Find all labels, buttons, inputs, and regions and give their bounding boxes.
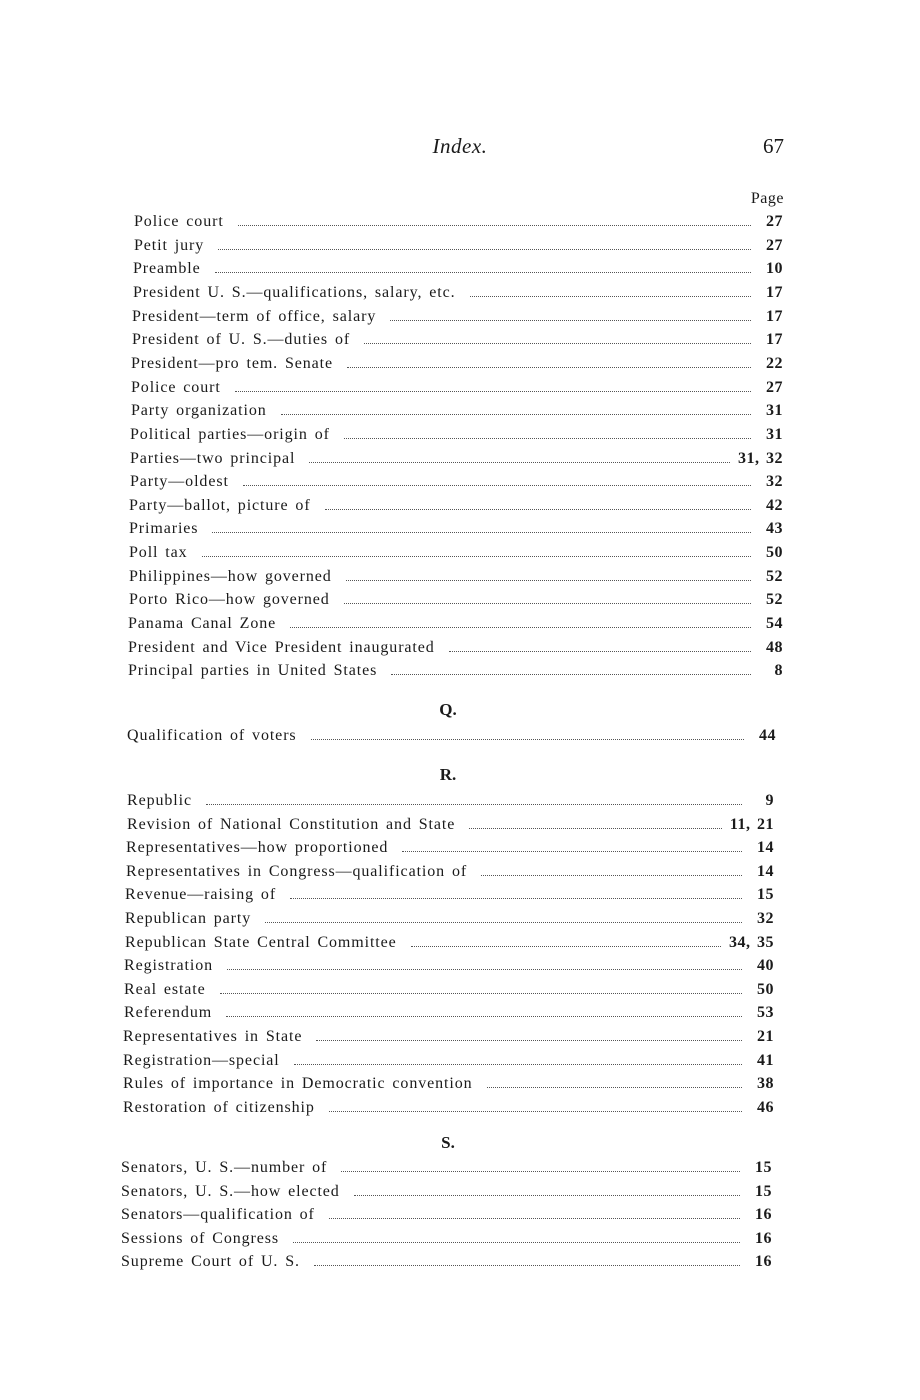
entry-page-reference: 27: [766, 236, 783, 254]
leader-dots: [293, 1242, 740, 1243]
page-number: 67: [763, 134, 784, 158]
leader-dots: [294, 1064, 742, 1065]
entry-page-reference: 52: [766, 567, 783, 585]
leader-dots: [469, 828, 722, 829]
entry-label: Party—oldest: [130, 473, 229, 491]
entry-page-reference: 14: [757, 839, 774, 857]
entry-label: Senators, U. S.—how elected: [121, 1182, 340, 1200]
entry-label: Preamble: [133, 260, 201, 278]
index-entry: [127, 725, 776, 747]
entry-label: Republic: [127, 792, 192, 809]
leader-dots: [202, 556, 751, 557]
entry-page-reference: 46: [757, 1098, 774, 1116]
leader-dots: [235, 391, 751, 392]
entry-label: Political parties—origin of: [130, 425, 330, 443]
index-entry: [134, 235, 783, 257]
entry-page-reference: 50: [766, 544, 783, 562]
leader-dots: [344, 603, 751, 604]
index-entry: [123, 1073, 774, 1095]
section-letter-heading: R.: [439, 765, 457, 784]
entry-page-reference: 15: [757, 886, 774, 904]
entry-label: Rules of importance in Democratic convention: [123, 1075, 473, 1093]
index-entry: [129, 589, 783, 611]
entry-label: Police court: [134, 213, 224, 230]
index-entry: [132, 306, 783, 328]
leader-dots: [226, 1016, 742, 1017]
leader-dots: [329, 1218, 740, 1219]
index-entry: [134, 211, 783, 233]
entry-page-reference: 15: [755, 1182, 772, 1200]
index-entry: [129, 542, 783, 564]
entry-page-reference: 48: [766, 638, 783, 656]
entry-label: Registration—special: [123, 1051, 280, 1069]
entry-page-reference: 15: [755, 1159, 772, 1176]
leader-dots: [341, 1171, 740, 1172]
running-header-title: Index.: [432, 134, 488, 158]
index-entry: [121, 1251, 772, 1273]
index-entry: [123, 1050, 774, 1072]
index-entry: [127, 814, 774, 836]
index-entry: [130, 471, 783, 493]
index-entry: [121, 1204, 772, 1226]
entry-page-reference: 17: [766, 331, 783, 349]
entry-label: Representatives—how proportioned: [126, 839, 389, 857]
index-entry: [124, 979, 774, 1001]
entry-label: Referendum: [124, 1004, 213, 1022]
leader-dots: [481, 875, 742, 876]
leader-dots: [390, 320, 751, 321]
index-entry: [123, 1026, 774, 1048]
entry-page-reference: 54: [766, 615, 783, 633]
entry-page-reference: 52: [766, 591, 783, 609]
leader-dots: [354, 1195, 740, 1196]
entry-page-reference: 16: [755, 1253, 772, 1271]
leader-dots: [329, 1111, 742, 1112]
index-entry: [126, 861, 774, 883]
page-column-label: Page: [750, 190, 784, 207]
leader-dots: [391, 674, 751, 675]
leader-dots: [402, 851, 742, 852]
entry-label: Principal parties in United States: [128, 662, 378, 680]
leader-dots: [364, 343, 751, 344]
entry-page-reference: 53: [757, 1004, 774, 1022]
index-entry: [126, 837, 774, 859]
leader-dots: [243, 485, 751, 486]
index-entry: [130, 424, 783, 446]
entry-label: Restoration of citizenship: [123, 1098, 315, 1116]
leader-dots: [212, 532, 751, 533]
index-entry: [121, 1157, 772, 1179]
leader-dots: [265, 922, 742, 923]
entry-label: Sessions of Congress: [121, 1229, 280, 1247]
entry-page-reference: 41: [757, 1051, 774, 1069]
entry-label: Party organization: [131, 402, 267, 420]
index-entry: [131, 377, 783, 399]
entry-label: Parties—two principal: [130, 449, 296, 467]
entry-page-reference: 11, 21: [729, 815, 774, 833]
entry-page-reference: 22: [766, 354, 783, 372]
entry-label: Petit jury: [134, 236, 205, 254]
entry-label: Republican State Central Committee: [125, 933, 397, 951]
entry-label: Philippines—how governed: [129, 567, 332, 585]
entry-label: Revision of National Constitution and State: [127, 815, 456, 833]
index-entry: [124, 1002, 774, 1024]
entry-page-reference: 34, 35: [729, 933, 774, 951]
index-entry: [125, 908, 774, 930]
entry-page-reference: 8: [774, 662, 783, 680]
entry-label: Party—ballot, picture of: [129, 496, 311, 514]
entry-page-reference: 31: [766, 402, 783, 420]
entry-page-reference: 42: [766, 496, 783, 514]
entry-page-reference: 32: [757, 910, 774, 927]
index-entry: [133, 258, 783, 280]
index-entry: [125, 884, 774, 906]
leader-dots: [347, 367, 751, 368]
leader-dots: [218, 249, 751, 250]
index-entry: [133, 282, 783, 304]
entry-label: Porto Rico—how governed: [129, 591, 330, 609]
leader-dots: [220, 993, 742, 994]
entry-label: Representatives in Congress—qualification of: [126, 862, 468, 880]
index-entry: [129, 566, 783, 588]
entry-page-reference: 16: [755, 1229, 772, 1247]
entry-label: President U. S.—qualifications, salary, etc.: [133, 283, 456, 301]
entry-page-reference: 40: [757, 957, 774, 975]
entry-label: Qualification of voters: [127, 727, 297, 744]
entry-page-reference: 38: [757, 1075, 774, 1093]
leader-dots: [206, 804, 742, 805]
entry-label: Senators—qualification of: [121, 1206, 315, 1224]
entry-label: Poll tax: [129, 544, 188, 562]
entry-page-reference: 50: [757, 980, 774, 998]
entry-page-reference: 14: [757, 862, 774, 880]
index-entry: [129, 518, 783, 540]
index-entry: [130, 448, 783, 470]
leader-dots: [470, 296, 752, 297]
entry-label: Supreme Court of U. S.: [121, 1253, 300, 1271]
entry-label: President—term of office, salary: [132, 307, 377, 325]
entry-label: Primaries: [129, 520, 199, 538]
leader-dots: [290, 627, 751, 628]
entry-page-reference: 9: [765, 792, 774, 809]
leader-dots: [215, 272, 751, 273]
leader-dots: [449, 651, 751, 652]
entry-label: Representatives in State: [123, 1028, 303, 1045]
index-entry: [129, 495, 783, 517]
entry-label: President and Vice President inaugurated: [128, 638, 435, 656]
index-entry: [127, 790, 774, 812]
leader-dots: [346, 580, 751, 581]
leader-dots: [411, 946, 721, 947]
index-entry: [125, 932, 774, 954]
leader-dots: [344, 438, 751, 439]
leader-dots: [487, 1087, 742, 1088]
index-entry: [132, 329, 783, 351]
entry-label: Senators, U. S.—number of: [121, 1159, 328, 1176]
entry-page-reference: 31, 32: [738, 449, 783, 467]
entry-page-reference: 31: [766, 425, 783, 443]
section-letter-heading: Q.: [439, 700, 457, 719]
entry-page-reference: 27: [766, 213, 783, 230]
leader-dots: [281, 414, 751, 415]
index-entry: [121, 1228, 772, 1250]
entry-label: Police court: [131, 378, 221, 396]
entry-label: Real estate: [124, 980, 206, 998]
leader-dots: [314, 1265, 740, 1266]
leader-dots: [309, 462, 730, 463]
leader-dots: [325, 509, 751, 510]
index-entry: [128, 637, 783, 659]
entry-label: Republican party: [125, 910, 252, 927]
entry-label: Registration: [124, 957, 214, 975]
index-entry: [123, 1097, 774, 1119]
leader-dots: [238, 225, 751, 226]
leader-dots: [311, 739, 744, 740]
entry-page-reference: 43: [766, 520, 783, 538]
index-entry: [131, 400, 783, 422]
entry-page-reference: 27: [766, 378, 783, 396]
entry-page-reference: 21: [757, 1028, 774, 1045]
leader-dots: [316, 1040, 742, 1041]
entry-page-reference: 17: [766, 283, 783, 301]
index-entry: [128, 613, 783, 635]
section-letter-heading: S.: [441, 1133, 455, 1152]
entry-label: President—pro tem. Senate: [131, 354, 334, 372]
entry-label: Panama Canal Zone: [128, 615, 277, 633]
entry-page-reference: 44: [759, 727, 776, 744]
index-entry: [121, 1181, 772, 1203]
index-entry: [131, 353, 783, 375]
entry-page-reference: 17: [766, 307, 783, 325]
index-entry: [124, 955, 774, 977]
entry-label: President of U. S.—duties of: [132, 331, 351, 349]
entry-page-reference: 32: [766, 473, 783, 491]
entry-page-reference: 10: [766, 260, 783, 278]
entry-page-reference: 16: [755, 1206, 772, 1224]
index-entry: [128, 660, 783, 682]
entry-label: Revenue—raising of: [125, 886, 277, 904]
leader-dots: [290, 898, 742, 899]
leader-dots: [227, 969, 742, 970]
